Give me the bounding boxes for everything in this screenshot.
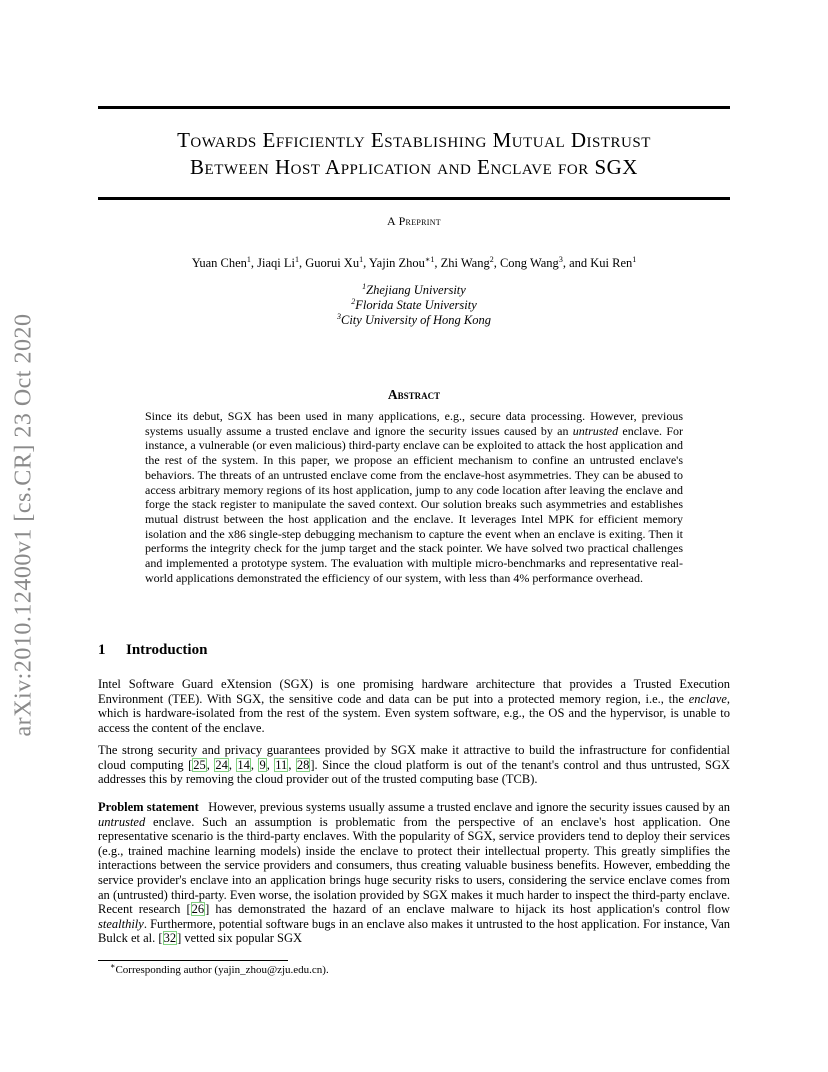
text-run: . Furthermore, potential software bugs in an enclave also makes it untrusted to the host application. For instance, Van Bulck et al. [ — [98, 916, 730, 946]
text-run: However, previous systems usually assume a trusted enclave and ignore the security issues caused by an — [208, 800, 730, 814]
affiliation-mark: 2 — [351, 296, 356, 306]
text-run: ] vetted six popular SGX — [177, 931, 303, 946]
section-number: 1 — [98, 642, 106, 658]
text-run: The strong security and privacy guarantees provided by SGX make it attractive to build the infrastructure for confidential cloud computing [ — [98, 743, 730, 772]
text-run: ] has demonstrated the hazard of an enclave malware to hijack its host application's control flow — [205, 902, 730, 917]
footnote-text: Corresponding author (yajin_zhou@zju.edu.cn). — [115, 964, 329, 976]
arxiv-identifier-stamp — [2, 290, 46, 760]
author-name: Cong Wang — [499, 256, 559, 270]
author-affiliation-mark: 1 — [632, 254, 637, 264]
abstract-text-part: enclave. For instance, a vulnerable (or even malicious) third-party enclave can be exploited to attack the host application and the rest of the system. In this paper, we propose an efficient mechanism to confine an untrusted enclave's behaviors. The threats of an untrusted enclave come from the enclave-host asymmetries. They can be abused to access arbitrary memory regions of its host application, jump to any code location after leaving the enclave and forge the stack register to manipulate the saved context. Our solution breaks such asymmetries and establishes mutual distrust between the host application and the enclave. It leverages Intel MPK for efficient memory isolation and the x86 single-step debugging mechanism to capture the event when an enclave is exiting. Then it performs the integrity check for the jump target and the stack pointer. We have solved two practical challenges and implemented a prototype system. The evaluation with multiple micro-benchmarks and representative real-world applications demonstrated the efficiency of our system, with less than 4% performance overhead. — [145, 423, 683, 585]
title-rule-bottom — [98, 197, 730, 200]
title-rule-top — [98, 106, 730, 109]
citation-link[interactable]: 25 — [193, 757, 206, 772]
citation-link[interactable]: 24 — [215, 757, 228, 772]
author-name: Guorui Xu — [305, 256, 360, 270]
author-affiliation-mark: 1 — [295, 254, 300, 264]
author-name: Kui Ren — [590, 256, 633, 270]
citation-link[interactable]: 11 — [275, 757, 288, 772]
text-emphasis: stealthily — [98, 916, 144, 931]
author-affiliation-mark: 1 — [246, 254, 251, 264]
affiliation-line — [98, 313, 730, 328]
citation-link[interactable]: 14 — [237, 757, 250, 772]
abstract-heading: Abstract — [387, 387, 441, 402]
text-run: enclave. Such an assumption is problematic from the perspective of an enclave's host application. One representative scenario is the third-party enclaves. With the popularity of SGX, service providers tend to deploy their services (e.g., trained machine learning models) inside the enclave to protect their intellectual property. This greatly simplifies the interactions between the service providers and consumers, thus creating valuable business benefits. However, embedding the service provider's enclave into an application brings huge security risks to users, considering the service enclave comes from an (untrusted) third-party. Even worse, the isolation provided by SGX makes it much harder to inspect the third-party enclave. Recent research [ — [98, 814, 730, 917]
author-affiliation-mark: 1 — [359, 254, 364, 264]
abstract-text — [145, 409, 683, 585]
section-heading — [98, 642, 207, 659]
author-affiliation-mark: 3 — [558, 254, 563, 264]
abstract-text-part: Since its debut, SGX has been used in many applications, e.g., secure data processing. However, previous systems usually assume a trusted enclave and ignore the security issues caused by an — [145, 409, 683, 438]
text-emphasis: enclave — [688, 691, 727, 706]
affiliation-name: Zhejiang University — [366, 283, 466, 297]
citation-link[interactable]: 9 — [259, 757, 266, 772]
text-run: ]. Since the cloud platform is out of the tenant's control and thus untrusted, SGX addresses this by removing the cloud provider out of the trusted computing base (TCB). — [98, 757, 731, 787]
intro-paragraph-3 — [98, 800, 730, 946]
citation-link[interactable]: 28 — [296, 757, 310, 772]
author-affiliation-mark: ∗1 — [424, 254, 435, 264]
author-name: Yajin Zhou — [368, 256, 425, 270]
arxiv-identifier-text: arXiv:2010.12400v1 [cs.CR] 23 Oct 2020 — [10, 313, 37, 737]
affiliation-mark: 3 — [337, 311, 341, 321]
citation-link[interactable]: 26 — [191, 902, 205, 917]
author-affiliation-mark: 2 — [489, 254, 494, 264]
preprint-label: A Preprint — [386, 214, 441, 228]
author-name: Zhi Wang — [440, 256, 490, 270]
affiliation-line — [98, 283, 730, 298]
footnote — [110, 961, 329, 976]
affiliation-line — [98, 298, 730, 313]
abstract-emphasis: untrusted — [572, 423, 619, 438]
text-emphasis: untrusted — [98, 814, 146, 829]
text-run: , which is hardware-isolated from the rest of the system. Even system software, e.g., the OS and the hypervisor, is unable to access the content of the enclave. — [98, 691, 730, 735]
paper-title-line-1: Towards Efficiently Establishing Mutual Distrust — [177, 128, 651, 152]
footnote-mark: ∗ — [110, 961, 116, 971]
text-run: Intel Software Guard eXtension (SGX) is one promising hardware architecture that provides a Trusted Execution Environment (TEE). With SGX, the sensitive code and data can be put into a protected memory region, i.e., the — [98, 677, 730, 706]
section-title: Introduction — [126, 642, 208, 658]
affiliation-name: Florida State University — [355, 298, 477, 312]
author-list: Yuan Chen$^1$, Jiaqi Li$^1$, Guorui Xu$^1$, Yajin Zhou$^{∗1}$, Zhi Wang$^2$, Cong Wang$^3$, and Kui Ren$^1$ — [191, 254, 637, 270]
footnote-rule — [98, 960, 288, 961]
intro-paragraph-1 — [98, 677, 730, 735]
author-name: Yuan Chen — [191, 256, 247, 270]
affiliation-name: City University of Hong Kong — [341, 313, 491, 327]
paragraph-lead-heading: Problem statement — [98, 800, 199, 814]
intro-paragraph-2: The strong security and privacy guarantees provided by SGX make it attractive to build the infrastructure for confidential cloud computing [25, 24, 14, 9, 11, 28]. Since the cloud platform is out of the tenant's control and thus untrusted, SGX addresses this by removing the cloud provider out of the trusted computing base (TCB). — [98, 743, 731, 787]
citation-link[interactable]: 32 — [163, 931, 177, 946]
paper-title-line-2: Between Host Application and Enclave for SGX — [190, 155, 638, 179]
affiliation-mark: 1 — [362, 281, 367, 291]
author-name: Jiaqi Li — [257, 256, 296, 270]
